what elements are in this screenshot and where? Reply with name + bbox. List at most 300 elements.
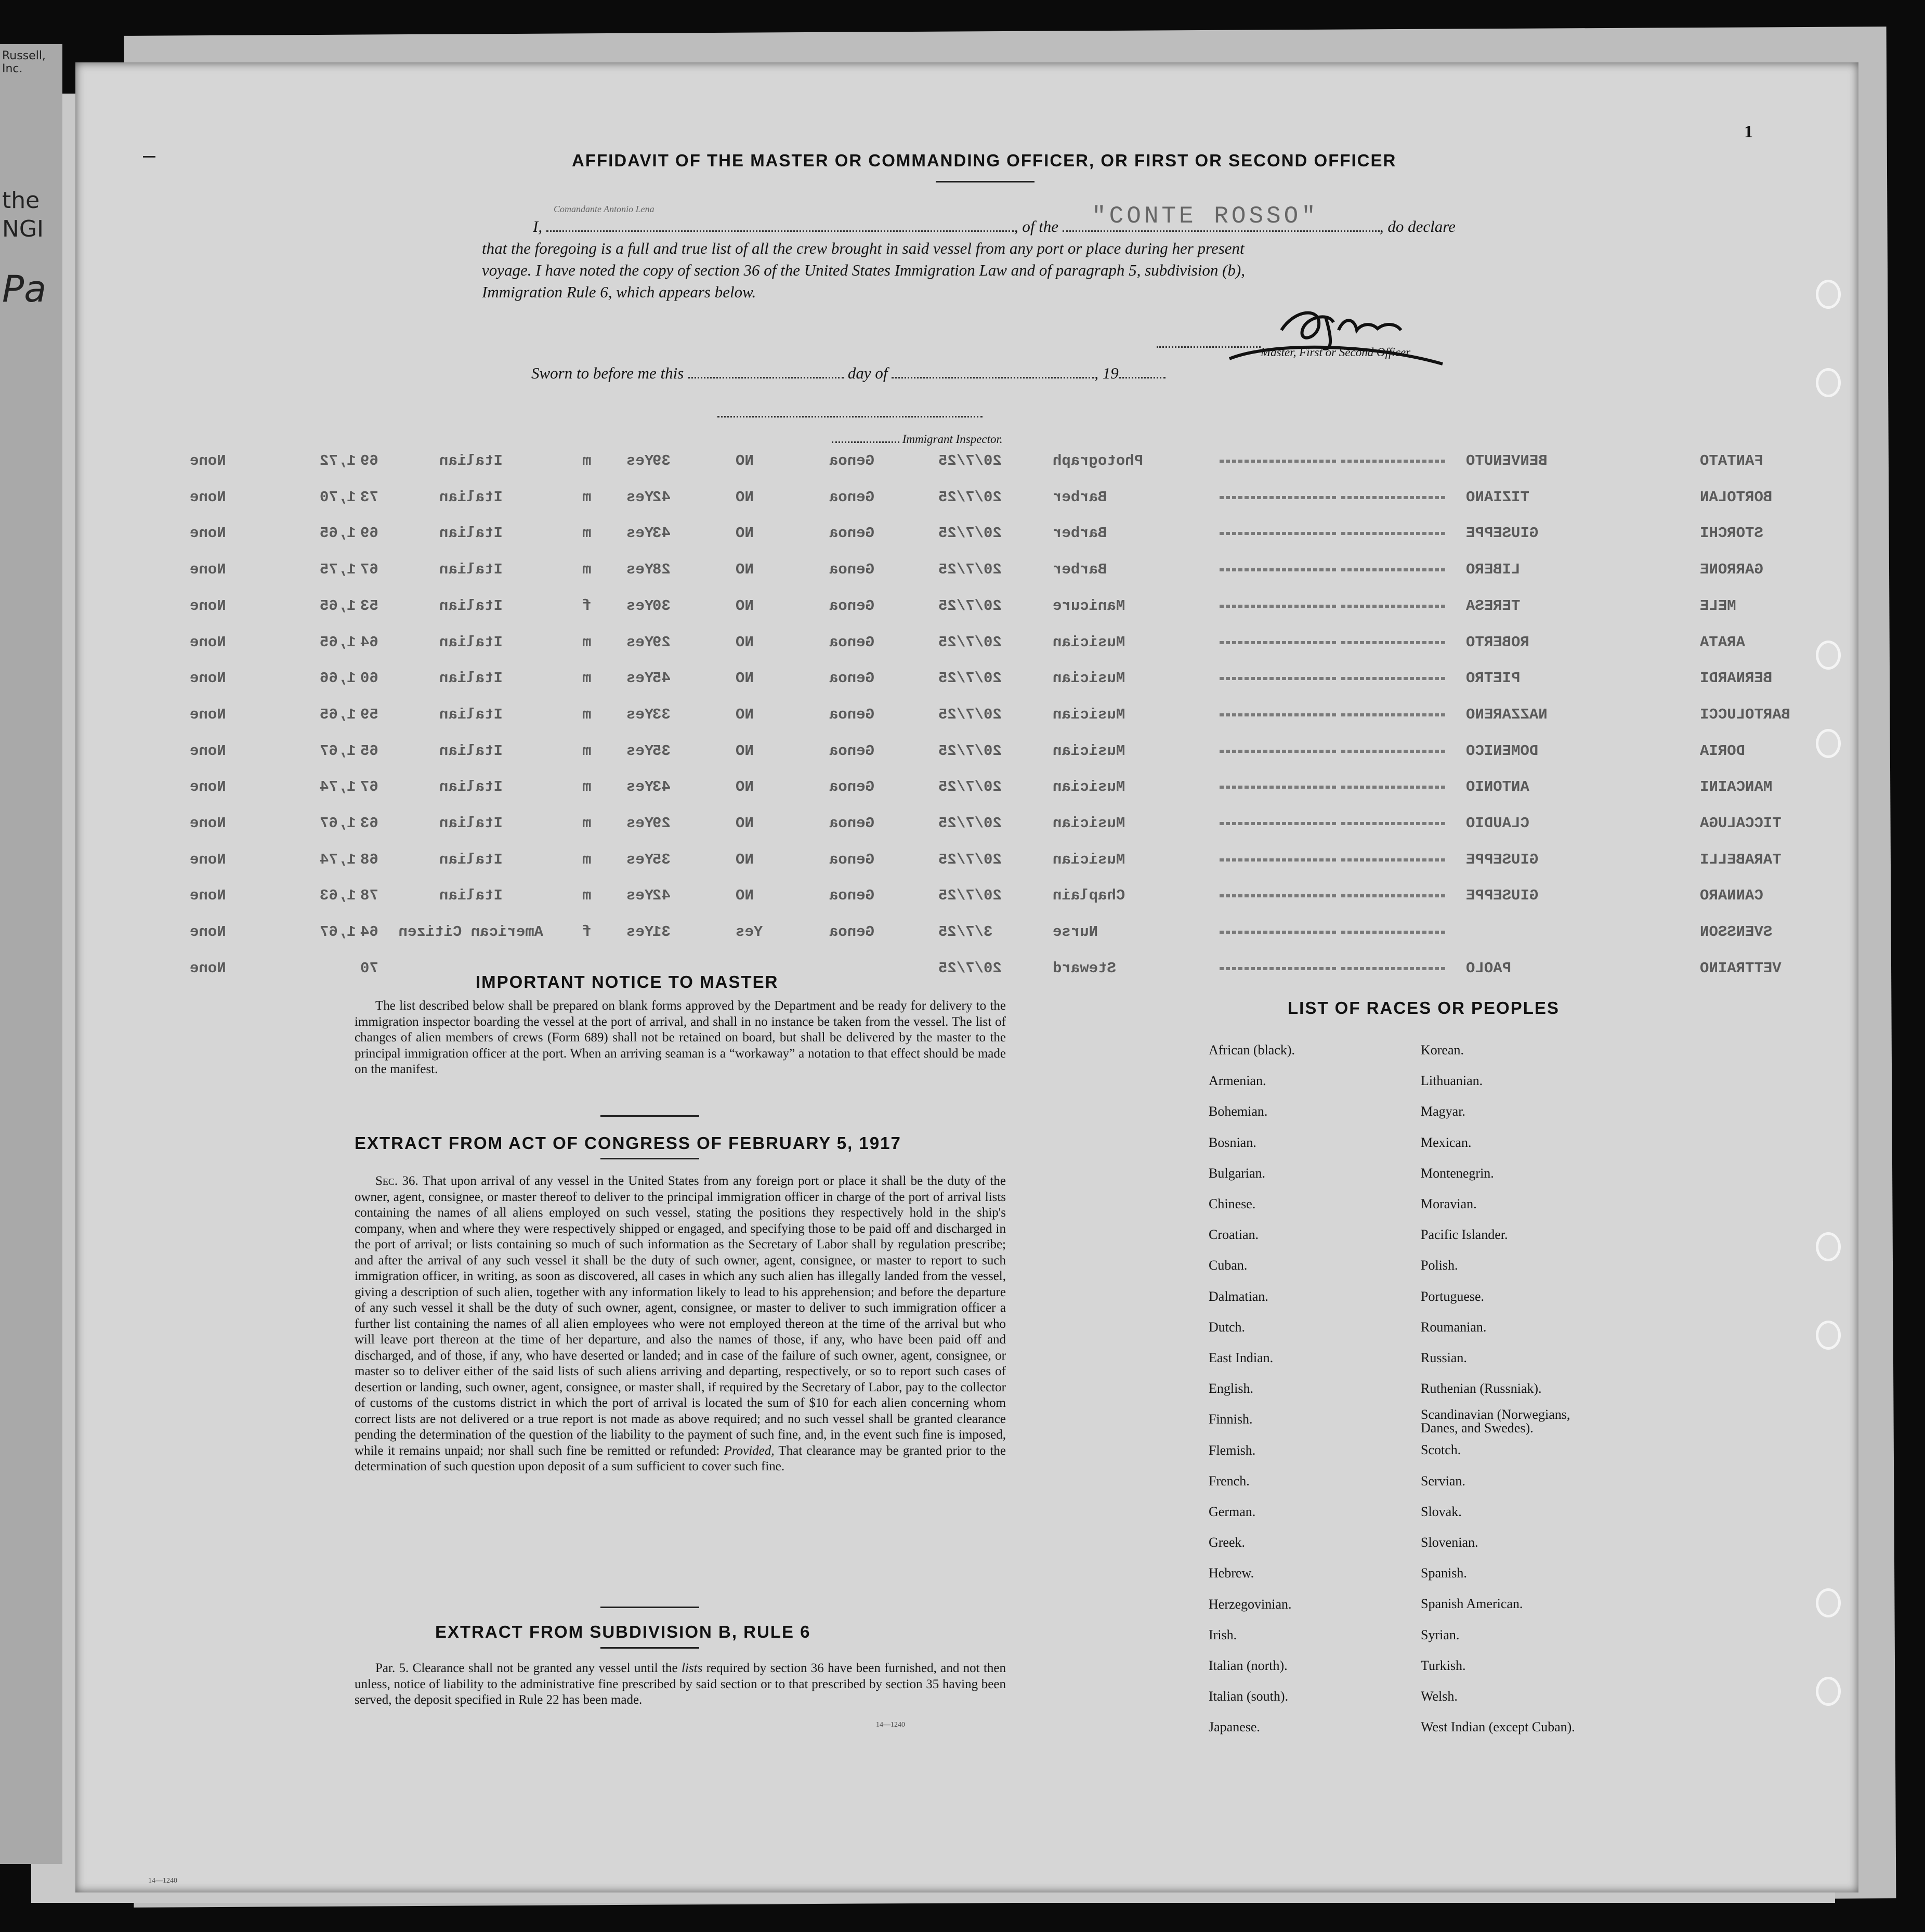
bleed-through-port: Genoa: [829, 923, 875, 941]
bleed-through-height: 1,72: [320, 452, 356, 469]
bleed-through-sex: m: [582, 778, 592, 796]
bleed-through-marks: None: [190, 778, 226, 796]
race-item: Servian.: [1421, 1473, 1465, 1489]
bleed-through-role: Barber: [1053, 561, 1107, 579]
bleed-through-date: 20/7/25: [938, 561, 1002, 579]
month-blank: [892, 367, 1094, 378]
bleed-through-surname: DORIA: [1700, 742, 1746, 760]
bleed-through-weight: 63: [360, 815, 378, 832]
bleed-through-sex: m: [582, 633, 592, 651]
bleed-through-age: 28: [652, 561, 671, 579]
background-sheet-edge: [0, 44, 62, 1864]
punch-hole: [1816, 729, 1841, 758]
bleed-through-date: 20/7/25: [938, 706, 1002, 723]
act-body: That upon arrival of any vessel in the United States from any foreign port or place it shall be the duty of the owner, agent, consignee, or master thereof to deliver to the principal immigration officer in charge of the port of arrival lists containing the names of all aliens employed on such vessel, stating the positions they respectively hold in the ship's company, when and where they were respectively shipped or engaged, and specifying those to be paid off and discharged in the port of arrival; or lists containing so much of such information as the Secretary of Labor shall by regulation prescribe; and after the arrival of any such vessel it shall be the duty of such owner, agent, consignee, or master to report to such immigration officer, in writing, as soon as discovered, all cases in which any such alien has illegally landed from the vessel, giving a description of such alien, together with any information likely to lead to his apprehension; and before the departure of any such vessel it shall be the duty of such owner, agent, consignee, or master to deliver to such immigration officer a further list containing the names of all alien employees who were not employed thereon at the time of the arrival but who will leave port thereon at the time of her departure, and also the names of those, if any, who have been paid off and discharged, and of those, if any, who have deserted or landed; and in case of the failure of such owner, agent, consignee, or master so to deliver either of the said lists of such aliens arriving and departing, respectively, or so to report such cases of desertion or landing, such owner, agent, consignee, or master shall, if required by the Secretary of Labor, pay to the collector of customs of the customs district in which the port of arrival is located the sum of $10 for each alien concerning whom correct lists are not delivered or a true report is not made as above required; and no such vessel shall be granted clearance pending the determination of the question of the liability to the payment of such fine, and, in the event such fine is imposed, while it remains unpaid; nor shall such fine be remitted or refunded:: [355, 1174, 1006, 1458]
bleed-through-age: 29: [652, 815, 671, 832]
bleed-through-nationality: Italian: [439, 561, 503, 579]
bleed-through-date: 20/7/25: [938, 742, 1002, 760]
bleed-through-surname: FANTATO: [1700, 452, 1763, 469]
bleed-through-weight: 53: [360, 597, 378, 615]
rule-body-b: required by section 36 have been furnished, and not then unless, notice of liability to the administrative fine prescribed by said section or to that prescribed by section 35 having been served, the deposit specified in Rule 22 has been made.: [355, 1661, 1006, 1707]
race-item: Croatian.: [1209, 1227, 1259, 1243]
race-item: Bohemian.: [1209, 1104, 1268, 1119]
inspector-sign-blank: [717, 406, 983, 417]
bleed-through-nationality: Italian: [439, 488, 503, 506]
section-label: Sec. 36.: [375, 1174, 418, 1188]
bleed-through-height: 1,74: [320, 778, 356, 796]
bleed-through-dash: [1219, 568, 1336, 571]
races-right-column: [1421, 1035, 1592, 1742]
bleed-through-marks: None: [190, 742, 226, 760]
race-item: Slovak.: [1421, 1504, 1462, 1519]
race-item: German.: [1209, 1504, 1256, 1520]
bleed-through-marks: None: [190, 887, 226, 905]
notice-rule: [600, 1115, 699, 1117]
race-item: Portuguese.: [1421, 1288, 1485, 1304]
bleed-through-role: Barber: [1053, 488, 1107, 506]
bleed-through-name: LIBERO: [1466, 561, 1521, 579]
bleed-through-sex: m: [582, 742, 592, 760]
bleed-through-no: NO: [736, 452, 754, 469]
bleed-through-no: NO: [736, 525, 754, 542]
race-item: Montenegrin.: [1421, 1165, 1494, 1181]
bleed-through-role: Musician: [1053, 778, 1125, 796]
bleed-through-height: 1,63: [320, 887, 356, 905]
bleed-through-yes: Yes: [626, 851, 654, 868]
race-item: East Indian.: [1209, 1350, 1274, 1366]
race-item: French.: [1209, 1473, 1250, 1489]
bleed-through-age: 31: [652, 923, 671, 941]
bleed-through-weight: 64: [360, 923, 378, 941]
bleed-through-surname: SVENSSON: [1700, 923, 1773, 941]
bleed-through-yes: Yes: [626, 525, 654, 542]
race-item: Spanish.: [1421, 1565, 1467, 1581]
under-sheet-text: Pa: [2, 268, 47, 310]
bleed-through-height: 1,65: [320, 633, 356, 651]
race-item: Roumanian.: [1421, 1319, 1487, 1335]
race-item: Scotch.: [1421, 1442, 1461, 1458]
bleed-through-sex: m: [582, 561, 592, 579]
race-item: Chinese.: [1209, 1196, 1256, 1212]
bleed-through-nationality: Italian: [439, 851, 503, 868]
bleed-through-marks: None: [190, 561, 226, 579]
bleed-through-sex: m: [582, 670, 592, 687]
bleed-through-row: [75, 923, 1858, 944]
bleed-through-sex: m: [582, 851, 592, 868]
bleed-through-yes: Yes: [626, 633, 654, 651]
race-item: Spanish American.: [1421, 1596, 1523, 1612]
under-sheet-text: Russell, Inc.: [2, 49, 46, 75]
bleed-through-nationality: Italian: [439, 670, 503, 687]
race-item: Greek.: [1209, 1535, 1246, 1550]
bleed-through-sex: m: [582, 452, 592, 469]
page-mark: 1: [1744, 122, 1753, 141]
bleed-through-marks: None: [190, 597, 226, 615]
bleed-through-no: NO: [736, 488, 754, 506]
bleed-through-marks: None: [190, 670, 226, 687]
bleed-through-age: 43: [652, 778, 671, 796]
bleed-through-dash: [1219, 750, 1336, 753]
bleed-through-marks: None: [190, 488, 226, 506]
bleed-through-age: 42: [652, 488, 671, 506]
bleed-through-marks: None: [190, 452, 226, 469]
race-item: Ruthenian (Russniak).: [1421, 1381, 1542, 1396]
bleed-through-age: 30: [652, 597, 671, 615]
bleed-through-yes: Yes: [626, 561, 654, 579]
bleed-through-yes: Yes: [626, 706, 654, 723]
race-item: Irish.: [1209, 1627, 1237, 1642]
bleed-through-surname: TICCALUGA: [1700, 815, 1782, 832]
bleed-through-role: Steward: [1053, 959, 1116, 977]
bleed-through-port: Genoa: [829, 597, 875, 615]
bleed-through-nationality: Italian: [439, 706, 503, 723]
race-item: Italian (south).: [1209, 1689, 1289, 1704]
bleed-through-marks: None: [190, 851, 226, 868]
bleed-through-nationality: Italian: [439, 778, 503, 796]
bleed-through-weight: 69: [360, 525, 378, 542]
rule-text: [355, 1661, 1006, 1708]
race-item: Korean.: [1421, 1042, 1464, 1058]
punch-hole: [1816, 1588, 1841, 1617]
race-item: Syrian.: [1421, 1627, 1460, 1642]
ship-name: "CONTE ROSSO": [1092, 203, 1319, 230]
bleed-through-dash: [1219, 605, 1336, 608]
notice-text: [355, 998, 1006, 1078]
bleed-through-sex: f: [582, 923, 592, 941]
bleed-through-row: [75, 742, 1858, 763]
form-number: 14—1240: [876, 1721, 905, 1729]
bleed-through-height: 1,75: [320, 561, 356, 579]
bleed-through-weight: 67: [360, 778, 378, 796]
rule-body-a: Par. 5. Clearance shall not be granted any vessel until the: [375, 1661, 678, 1675]
bleed-through-date: 20/7/25: [938, 851, 1002, 868]
bleed-through-port: Genoa: [829, 633, 875, 651]
bleed-through-weight: 67: [360, 561, 378, 579]
bleed-through-date: 3/7/25: [938, 923, 993, 941]
bleed-through-height: 1,70: [320, 488, 356, 506]
signature-blank: [1157, 336, 1261, 348]
bleed-through-surname: GARRONE: [1700, 561, 1763, 579]
bleed-through-height: 1,67: [320, 815, 356, 832]
bleed-through-date: 20/7/25: [938, 597, 1002, 615]
line-text: day of: [847, 364, 888, 382]
punch-hole: [1816, 1677, 1841, 1706]
bleed-through-dash: [1219, 713, 1336, 716]
race-item: Bulgarian.: [1209, 1165, 1266, 1181]
bleed-through-age: 42: [652, 887, 671, 905]
bleed-through-role: Musician: [1053, 706, 1125, 723]
bleed-through-port: Genoa: [829, 488, 875, 506]
bleed-through-yes: Yes: [626, 488, 654, 506]
under-sheet-text: NGI: [2, 216, 44, 242]
bleed-through-nationality: Italian: [439, 742, 503, 760]
bleed-through-role: Nurse: [1053, 923, 1098, 941]
bleed-through-role: Musician: [1053, 670, 1125, 687]
bleed-through-dash: [1219, 532, 1336, 535]
punch-hole: [1816, 280, 1841, 309]
bleed-through-dash: [1341, 822, 1445, 825]
bleed-through-nationality: Italian: [439, 597, 503, 615]
act-rule: [600, 1158, 699, 1159]
race-item: Mexican.: [1421, 1134, 1472, 1150]
race-item: Scandinavian (Norwegians, Danes, and Swedes).: [1421, 1407, 1570, 1436]
bleed-through-yes: Yes: [626, 670, 654, 687]
bleed-through-port: Genoa: [829, 452, 875, 469]
bleed-through-row: [75, 851, 1858, 872]
bleed-through-row: [75, 960, 1858, 981]
bleed-through-no: NO: [736, 706, 754, 723]
act-end-rule: [600, 1607, 699, 1608]
bleed-through-no: NO: [736, 670, 754, 687]
bleed-through-no: Yes: [736, 923, 763, 941]
race-item: Cuban.: [1209, 1258, 1248, 1273]
bleed-through-surname: MELE: [1700, 597, 1736, 615]
punch-hole: [1816, 368, 1841, 397]
bleed-through-row: [75, 778, 1858, 799]
bleed-through-dash: [1219, 822, 1336, 825]
bleed-through-no: NO: [736, 597, 754, 615]
bleed-through-nationality: Italian: [439, 525, 503, 542]
race-item: Bosnian.: [1209, 1134, 1256, 1150]
bleed-through-date: 20/7/25: [938, 959, 1002, 977]
race-item: Polish.: [1421, 1258, 1458, 1273]
inspector-caption: Immigrant Inspector.: [902, 433, 1003, 446]
lists-word: lists: [682, 1661, 703, 1675]
bleed-through-role: Musician: [1053, 851, 1125, 868]
bleed-through-marks: None: [190, 633, 226, 651]
year-blank: [1119, 367, 1166, 378]
bleed-through-dash: [1219, 460, 1336, 463]
bleed-through-name: CLAUDIO: [1466, 815, 1529, 832]
bleed-through-date: 20/7/25: [938, 452, 1002, 469]
bleed-through-surname: MANCAINI: [1700, 778, 1773, 796]
bleed-through-port: Genoa: [829, 525, 875, 542]
bleed-through-row: [75, 634, 1858, 655]
bleed-through-sex: m: [582, 488, 592, 506]
officer-name: Comandante Antonio Lena: [554, 204, 654, 214]
bleed-through-age: 43: [652, 525, 671, 542]
bleed-through-surname: BERNARDI: [1700, 670, 1773, 687]
bleed-through-no: NO: [736, 561, 754, 579]
bleed-through-row: [75, 815, 1858, 836]
bleed-through-weight: 64: [360, 633, 378, 651]
bleed-through-height: 1,65: [320, 525, 356, 542]
bleed-through-height: 1,74: [320, 851, 356, 868]
race-item: English.: [1209, 1381, 1253, 1396]
bleed-through-dash: [1219, 677, 1336, 680]
bleed-through-nationality: American Citizen: [398, 923, 543, 941]
name-blank: [546, 220, 1014, 232]
bleed-through-nationality: Italian: [439, 452, 503, 469]
bleed-through-marks: None: [190, 815, 226, 832]
bottom-form-number: 14—1240: [148, 1877, 177, 1885]
bleed-through-dash: [1341, 568, 1445, 571]
title-rule: [936, 181, 1034, 182]
race-item: Finnish.: [1209, 1412, 1253, 1427]
bleed-through-port: Genoa: [829, 706, 875, 723]
bleed-through-nationality: Italian: [439, 815, 503, 832]
bleed-through-surname: TARABELLI: [1700, 851, 1782, 868]
bleed-through-dash: [1341, 532, 1445, 535]
bleed-through-surname: CANNARO: [1700, 887, 1763, 905]
race-item: Welsh.: [1421, 1689, 1458, 1704]
bleed-through-weight: 60: [360, 670, 378, 687]
bleed-through-row: [75, 670, 1858, 690]
bleed-through-surname: VETTRAINO: [1700, 959, 1782, 977]
bleed-through-role: Musician: [1053, 742, 1125, 760]
bleed-through-dash: [1341, 496, 1445, 499]
bleed-through-row: [75, 525, 1858, 545]
bleed-through-role: Musician: [1053, 633, 1125, 651]
tick-mark: [143, 156, 155, 158]
notice-body: The list described below shall be prepared on blank forms approved by the Department and be ready for delivery to the immigration inspector boarding the vessel at the port of arrival, and shall in no instance be taken from the vessel. The list of changes of alien members of crews (Form 689) shall not be retained on board, but shall be delivered by the master to the principal immigration officer at the port. When an arriving seaman is a “workaway” a notation to that effect should be made on the manifest.: [355, 999, 1006, 1076]
bleed-through-role: Chaplain: [1053, 887, 1125, 905]
bleed-through-dash: [1341, 677, 1445, 680]
bleed-through-name: GIUSEPPE: [1466, 887, 1539, 905]
inspector-line: [832, 433, 1003, 446]
under-sheet-text: the: [2, 187, 40, 214]
bleed-through-date: 20/7/25: [938, 815, 1002, 832]
race-item: Russian.: [1421, 1350, 1467, 1366]
rule-rule: [600, 1647, 699, 1649]
bleed-through-yes: Yes: [626, 778, 654, 796]
affidavit-line-3: voyage. I have noted the copy of section 36 of the United States Immigration Law and of paragraph 5, subdivision (b),: [482, 261, 1245, 279]
bleed-through-dash: [1341, 786, 1445, 789]
bleed-through-yes: Yes: [626, 923, 654, 941]
bleed-through-dash: [1219, 641, 1336, 644]
bleed-through-dash: [1341, 967, 1445, 970]
bleed-through-surname: BARTOLUCCI: [1700, 706, 1791, 723]
bleed-through-no: NO: [736, 851, 754, 868]
sworn-line: [531, 364, 1166, 383]
race-item: Moravian.: [1421, 1196, 1477, 1212]
bleed-through-surname: ARATA: [1700, 633, 1746, 651]
race-item: Japanese.: [1209, 1719, 1260, 1735]
bleed-through-age: 39: [652, 452, 671, 469]
bleed-through-name: BENVENUTO: [1466, 452, 1548, 469]
bleed-through-date: 20/7/25: [938, 887, 1002, 905]
bleed-through-marks: None: [190, 923, 226, 941]
bleed-through-nationality: Italian: [439, 887, 503, 905]
bleed-through-role: Barber: [1053, 525, 1107, 542]
bleed-through-surname: BORTOLAN: [1700, 488, 1773, 506]
bleed-through-no: NO: [736, 815, 754, 832]
bleed-through-dash: [1341, 605, 1445, 608]
bleed-through-row: [75, 489, 1858, 510]
races-left-column: [1209, 1035, 1295, 1743]
bleed-through-name: GIUSEPPE: [1466, 525, 1539, 542]
bleed-through-weight: 69: [360, 452, 378, 469]
bleed-through-height: 1,67: [320, 923, 356, 941]
bleed-through-port: Genoa: [829, 778, 875, 796]
bleed-through-role: Musician: [1053, 815, 1125, 832]
race-item: Lithuanian.: [1421, 1073, 1483, 1089]
bleed-through-port: Genoa: [829, 815, 875, 832]
bleed-through-yes: Yes: [626, 597, 654, 615]
race-item: African (black).: [1209, 1042, 1295, 1058]
bleed-through-dash: [1219, 786, 1336, 789]
inspector-blank: [832, 435, 899, 443]
bleed-through-weight: 73: [360, 488, 378, 506]
race-item: Flemish.: [1209, 1442, 1256, 1458]
bleed-through-row: [75, 561, 1858, 582]
act-text: [355, 1173, 1006, 1475]
bleed-through-name: TIZIANO: [1466, 488, 1529, 506]
notice-title: IMPORTANT NOTICE TO MASTER: [476, 972, 779, 991]
bleed-through-age: 33: [652, 706, 671, 723]
bleed-through-weight: 70: [360, 959, 378, 977]
act-title: EXTRACT FROM ACT OF CONGRESS OF FEBRUARY 5, 1917: [355, 1133, 901, 1153]
bleed-through-weight: 78: [360, 887, 378, 905]
bleed-through-role: Photograph: [1053, 452, 1144, 469]
bleed-through-sex: m: [582, 815, 592, 832]
line-text: I,: [533, 217, 543, 236]
affidavit-line-4: Immigration Rule 6, which appears below.: [482, 283, 756, 301]
race-item: Italian (north).: [1209, 1658, 1288, 1674]
bleed-through-date: 20/7/25: [938, 525, 1002, 542]
bleed-through-dash: [1219, 858, 1336, 861]
races-title: LIST OF RACES OR PEOPLES: [1288, 998, 1560, 1017]
punch-hole: [1816, 1232, 1841, 1261]
bleed-through-date: 20/7/25: [938, 670, 1002, 687]
bleed-through-row: [75, 597, 1858, 618]
day-blank: [688, 367, 844, 378]
bleed-through-yes: Yes: [626, 887, 654, 905]
bleed-through-name: NAZZARENO: [1466, 706, 1548, 723]
signature-scribble: [1198, 281, 1448, 385]
bleed-through-role: Manicure: [1053, 597, 1125, 615]
bleed-through-height: 1,65: [320, 706, 356, 723]
bleed-through-port: Genoa: [829, 561, 875, 579]
bleed-through-sex: m: [582, 887, 592, 905]
bleed-through-no: NO: [736, 633, 754, 651]
bleed-through-weight: 65: [360, 742, 378, 760]
race-item: Armenian.: [1209, 1073, 1266, 1089]
bleed-through-height: 1,66: [320, 670, 356, 687]
bleed-through-dash: [1341, 894, 1445, 897]
race-item: West Indian (except Cuban).: [1421, 1719, 1575, 1735]
bleed-through-surname: STORCHI: [1700, 525, 1763, 542]
bleed-through-no: NO: [736, 778, 754, 796]
bleed-through-row: [75, 452, 1858, 473]
proviso-label: Provided,: [724, 1443, 775, 1458]
bleed-through-sex: m: [582, 706, 592, 723]
bleed-through-name: PIETRO: [1466, 670, 1521, 687]
punch-hole: [1816, 641, 1841, 670]
proviso-body: That clearance may be granted prior to the determination of such question upon deposit of a sum sufficient to cover such fine.: [355, 1443, 1006, 1473]
ship-blank: [1063, 220, 1380, 232]
bleed-through-age: 45: [652, 670, 671, 687]
affidavit-title: AFFIDAVIT OF THE MASTER OR COMMANDING OFFICER, OR FIRST OR SECOND OFFICER: [572, 151, 1397, 170]
bleed-through-dash: [1341, 641, 1445, 644]
bleed-through-sex: f: [582, 597, 592, 615]
manifest-page: [75, 62, 1858, 1892]
bleed-through-height: 1,67: [320, 742, 356, 760]
bleed-through-age: 35: [652, 851, 671, 868]
bleed-through-marks: None: [190, 525, 226, 542]
bleed-through-yes: Yes: [626, 452, 654, 469]
bleed-through-dash: [1341, 460, 1445, 463]
bleed-through-date: 20/7/25: [938, 488, 1002, 506]
race-item: Turkish.: [1421, 1657, 1466, 1673]
bleed-through-port: Genoa: [829, 670, 875, 687]
bleed-through-name: ANTONIO: [1466, 778, 1529, 796]
bleed-through-dash: [1219, 967, 1336, 970]
bleed-through-marks: None: [190, 959, 226, 977]
bleed-through-yes: Yes: [626, 742, 654, 760]
bleed-through-dash: [1341, 713, 1445, 716]
bleed-through-row: [75, 706, 1858, 727]
